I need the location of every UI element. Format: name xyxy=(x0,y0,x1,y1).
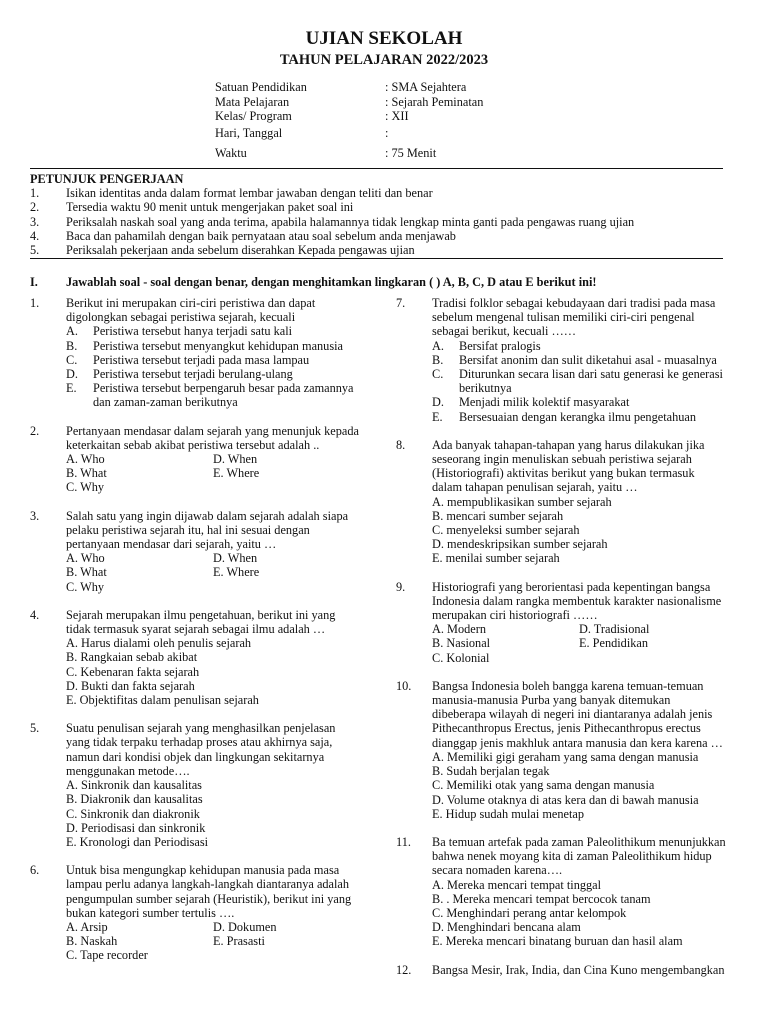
question-text-line: bahwa nenek moyang kita di zaman Paleolithikum hidup xyxy=(432,849,712,864)
question xyxy=(30,608,370,707)
question-body xyxy=(66,296,370,410)
option-letter: D. xyxy=(432,395,444,410)
answer-option[interactable]: A. Memiliki gigi geraham yang sama dengan manusia xyxy=(432,749,699,764)
question xyxy=(396,438,741,566)
answer-option[interactable] xyxy=(432,395,741,409)
answer-option[interactable]: E. Objektifitas dalam penulisan sejarah xyxy=(66,693,259,708)
answer-options-grid xyxy=(66,551,370,594)
answer-option[interactable]: B. What xyxy=(66,466,107,481)
answer-option[interactable] xyxy=(432,339,741,353)
question-text-line: digolongkan sebagai peristiwa sejarah, kecuali xyxy=(66,310,296,325)
exam-title: UJIAN SEKOLAH xyxy=(305,28,463,49)
option-text: Peristiwa tersebut berpengaruh besar pada zamannya dan zaman-zaman berikutnya xyxy=(93,381,354,410)
option-text: Menjadi milik kolektif masyarakat xyxy=(459,395,630,410)
option-text: Peristiwa tersebut terjadi pada masa lampau xyxy=(93,352,310,367)
question-number: 12. xyxy=(396,962,412,977)
answer-option[interactable]: E. Kronologi dan Periodisasi xyxy=(66,834,209,849)
answer-option[interactable]: E. Where xyxy=(213,565,260,580)
answer-option[interactable]: A. Harus dialami oleh penulis sejarah xyxy=(66,636,252,651)
question-number: 11. xyxy=(396,834,411,849)
answer-option[interactable]: D. mendeskripsikan sumber sejarah xyxy=(432,537,608,552)
question-text-line: Pertanyaan mendasar dalam sejarah yang menunjuk kepada xyxy=(66,423,359,438)
answer-option[interactable]: C. Tape recorder xyxy=(66,948,148,963)
answer-option[interactable]: C. Why xyxy=(66,480,105,495)
question-text-line: Sejarah merupakan ilmu pengetahuan, berikut ini yang xyxy=(66,607,336,622)
answer-option[interactable]: A. Arsip xyxy=(66,919,108,934)
question-number: 7. xyxy=(396,296,406,310)
answer-option[interactable]: E. Hidup sudah mulai menetap xyxy=(432,806,584,821)
answer-option[interactable]: E. Mereka mencari binatang buruan dan hasil alam xyxy=(432,934,683,949)
question-number: 2. xyxy=(30,423,40,438)
question-body xyxy=(432,296,741,424)
answer-option[interactable]: C. Memiliki otak yang sama dengan manusia xyxy=(432,778,655,793)
question-text-line: Bangsa Mesir, Irak, India, dan Cina Kuno mengembangkan xyxy=(432,962,725,977)
meta-row: Satuan Pendidikan : SMA Sejahtera xyxy=(215,80,467,94)
answer-option[interactable]: C. Why xyxy=(66,579,105,594)
answer-option[interactable]: C. Kebenaran fakta sejarah xyxy=(66,664,200,679)
instruction-item: 3. Periksalah naskah soal yang anda terima, apabila halamannya tidak lengkap minta ganti pada pengawas ruang ujian xyxy=(30,214,635,229)
question-text-line: bukan kategori sumber tertulis …. xyxy=(66,905,235,920)
option-text: Bersifat anonim dan sulit diketahui asal - muasalnya xyxy=(459,352,717,367)
answer-option[interactable]: E. menilai sumber sejarah xyxy=(432,551,560,566)
question xyxy=(30,296,370,410)
question-text-line: dibeberapa wilayah di negeri ini diantaranya adalah jenis xyxy=(432,707,713,722)
empty-cell xyxy=(213,948,370,962)
empty-cell xyxy=(579,651,741,665)
option-letter: B. xyxy=(66,338,78,353)
question-text-line: Suatu penulisan sejarah yang menghasilkan penjelasan xyxy=(66,721,336,736)
answer-option[interactable]: D. Menghindari bencana alam xyxy=(432,920,581,935)
question-text-line: Untuk bisa mengungkap kehidupan manusia pada masa xyxy=(66,863,340,878)
question xyxy=(30,509,370,594)
answer-option[interactable]: D. Bukti dan fakta sejarah xyxy=(66,678,195,693)
answer-option[interactable]: E. Pendidikan xyxy=(579,636,648,651)
question-text-line: Indonesia dalam rangka membentuk karakter nasionalisme xyxy=(432,593,722,608)
answer-option[interactable]: D. Periodisasi dan sinkronik xyxy=(66,820,206,835)
question-text-line: merupakan ciri historiografi …… xyxy=(432,608,598,623)
answer-option[interactable]: A. Sinkronik dan kausalitas xyxy=(66,778,202,793)
answer-options-grid xyxy=(66,452,370,495)
question-text-line: sebelum mengenal tulisan memiliki ciri-ciri pengenal xyxy=(432,310,695,325)
question-text-line: yang tidak terpaku terhadap proses atau akhirnya saja, xyxy=(66,735,333,750)
meta-row: Mata Pelajaran : Sejarah Peminatan xyxy=(215,94,484,109)
question-body xyxy=(66,863,370,962)
question-body xyxy=(66,608,370,707)
answer-option[interactable]: C. Kolonial xyxy=(432,650,490,665)
question-body xyxy=(432,835,741,949)
question-text-line: pertanyaan mendasar dari sejarah, yaitu … xyxy=(66,537,277,552)
question-body xyxy=(432,963,741,977)
question-text-line: Ba temuan artefak pada zaman Paleolithikum menunjukkan xyxy=(432,834,726,849)
question-text-line: lampau perlu adanya langkah-langkah diantaranya adalah xyxy=(66,877,350,892)
answer-option[interactable]: B. Rangkaian sebab akibat xyxy=(66,650,198,665)
option-text: Bersifat pralogis xyxy=(459,338,541,353)
answer-option[interactable] xyxy=(66,353,370,367)
exam-subtitle: TAHUN PELAJARAN 2022/2023 xyxy=(279,52,489,68)
question-text-line: Historiografi yang berorientasi pada kepentingan bangsa xyxy=(432,579,711,594)
instruction-item: 4. Baca dan pahamilah dengan baik pernyataan atau soal sebelum anda menjawab xyxy=(30,228,456,243)
option-letter: B. xyxy=(432,352,444,367)
answer-option[interactable]: B. Diakronik dan kausalitas xyxy=(66,792,203,807)
question-text-line: secara nomaden karena…. xyxy=(432,863,563,878)
question xyxy=(396,296,741,424)
option-text: Peristiwa tersebut hanya terjadi satu kali xyxy=(93,324,293,339)
question-number: 6. xyxy=(30,863,40,878)
answer-option[interactable]: C. Sinkronik dan diakronik xyxy=(66,806,200,821)
question xyxy=(30,863,370,962)
divider xyxy=(30,168,723,169)
answer-options-grid xyxy=(66,920,370,963)
question-number: 3. xyxy=(30,508,40,523)
answer-option[interactable] xyxy=(432,410,741,424)
answer-option[interactable]: A. mempublikasikan sumber sejarah xyxy=(432,494,612,509)
answer-option[interactable]: A. Modern xyxy=(432,622,486,637)
option-letter: A. xyxy=(432,338,444,353)
instruction-item: 5. Periksalah pekerjaan anda sebelum diserahkan Kepada pengawas ujian xyxy=(30,243,415,258)
answer-option[interactable]: C. Menghindari perang antar kelompok xyxy=(432,905,627,920)
option-letter: C. xyxy=(432,367,444,382)
answer-option[interactable]: D. Dokumen xyxy=(213,919,277,934)
question-number: 10. xyxy=(396,678,412,693)
answer-option[interactable]: B. Sudah berjalan tegak xyxy=(432,764,550,779)
answer-option[interactable]: B. mencari sumber sejarah xyxy=(432,508,564,523)
answer-option[interactable]: A. Who xyxy=(66,452,105,467)
answer-option[interactable]: B. What xyxy=(66,565,107,580)
answer-option[interactable] xyxy=(66,367,370,381)
answer-option[interactable]: E. Where xyxy=(213,466,260,481)
question-text-line: dianggap jenis makhluk antara manusia dan kera karena … xyxy=(432,735,723,750)
answer-option[interactable]: D. Volume otaknya di atas kera dan di bawah manusia xyxy=(432,792,699,807)
question xyxy=(396,835,741,949)
answer-option[interactable]: A. Mereka mencari tempat tinggal xyxy=(432,877,602,892)
question-number: 8. xyxy=(396,437,406,452)
question-text-line: namun dari kondisi objek dan lingkungan sekitarnya xyxy=(66,749,325,764)
question-body xyxy=(432,580,741,665)
question-text-line: Pithecanthropus Erectus, jenis Pithecanthropus erectus xyxy=(432,721,701,736)
answer-option[interactable] xyxy=(432,353,741,367)
instruction-item: 1. Isikan identitas anda dalam format lembar jawaban dengan teliti dan benar xyxy=(30,186,433,201)
question xyxy=(30,721,370,849)
answer-option[interactable] xyxy=(432,367,741,395)
empty-cell xyxy=(213,480,370,494)
meta-row: Hari, Tanggal : xyxy=(215,125,389,140)
question-text-line: menggunakan metode…. xyxy=(66,763,190,778)
option-text: Peristiwa tersebut menyangkut kehidupan manusia xyxy=(93,338,343,353)
question-text-line: tidak termasuk syarat sejarah sebagai ilmu adalah … xyxy=(66,622,326,637)
answer-option[interactable]: E. Prasasti xyxy=(213,934,265,949)
question-body xyxy=(432,679,741,821)
option-text: Bersesuaian dengan kerangka ilmu pengetahuan xyxy=(459,409,696,424)
question-body xyxy=(66,424,370,495)
question-text-line: dalam tahapan penulisan sejarah, yaitu … xyxy=(432,480,638,495)
question xyxy=(396,580,741,665)
question-text-line: Ada banyak tahapan-tahapan yang harus dilakukan jika xyxy=(432,437,705,452)
answer-option[interactable] xyxy=(66,381,370,409)
option-letter: C. xyxy=(66,352,78,367)
section-heading: I. Jawablah soal - soal dengan benar, dengan menghitamkan lingkaran ( ) A, B, C, D atau E berikut ini! xyxy=(30,275,597,289)
meta-row: Kelas/ Program : XII xyxy=(215,109,409,123)
question xyxy=(30,424,370,495)
answer-option[interactable]: A. Who xyxy=(66,551,105,566)
question-text-line: Berikut ini merupakan ciri-ciri peristiwa dan dapat xyxy=(66,296,316,310)
answer-option[interactable] xyxy=(66,324,370,338)
question xyxy=(396,963,741,977)
exam-meta xyxy=(215,80,483,161)
empty-cell xyxy=(213,580,370,594)
answer-option[interactable]: B. Naskah xyxy=(66,934,118,949)
option-text: Diturunkan secara lisan dari satu generasi ke generasi berikutnya xyxy=(459,367,723,396)
option-letter: D. xyxy=(66,367,78,382)
answer-option[interactable]: B. . Mereka mencari tempat bercocok tanam xyxy=(432,891,651,906)
question-text-line: pengumpulan sumber sejarah (Heuristik), berikut ini yang xyxy=(66,891,352,906)
meta-row: Waktu : 75 Menit xyxy=(215,146,437,160)
question-text-line: Salah satu yang ingin dijawab dalam sejarah adalah siapa xyxy=(66,508,349,523)
question-body xyxy=(432,438,741,566)
question-number: 5. xyxy=(30,721,40,736)
answer-options-grid xyxy=(432,622,741,665)
question-number: 1. xyxy=(30,296,40,310)
option-text: Peristiwa tersebut terjadi berulang-ulang xyxy=(93,367,293,382)
question-text-line: keterkaitan sebab akibat peristiwa tersebut adalah .. xyxy=(66,437,320,452)
option-letter: E. xyxy=(432,409,443,424)
divider xyxy=(30,258,723,259)
instructions xyxy=(30,172,730,257)
answer-option[interactable] xyxy=(66,339,370,353)
question-number: 4. xyxy=(30,607,40,622)
question-body xyxy=(66,721,370,849)
instruction-item: 2. Tersedia waktu 90 menit untuk mengerjakan paket soal ini xyxy=(30,200,354,215)
question-body xyxy=(66,509,370,594)
answer-option[interactable]: D. Tradisional xyxy=(579,622,650,637)
questions-left-column xyxy=(30,296,370,977)
question-text-line: Bangsa Indonesia boleh bangga karena temuan-temuan xyxy=(432,678,704,693)
question-text-line: (Historiografi) aktivitas berikut yang bukan termasuk xyxy=(432,466,695,481)
question-text-line: manusia-manusia Purba yang banyak ditemukan xyxy=(432,693,671,708)
answer-option[interactable]: B. Nasional xyxy=(432,636,491,651)
question-number: 9. xyxy=(396,579,406,594)
question-text-line: Tradisi folklor sebagai kebudayaan dari tradisi pada masa xyxy=(432,296,716,310)
instructions-heading: PETUNJUK PENGERJAAN xyxy=(30,172,184,186)
question-text-line: pelaku peristiwa sejarah itu, hal ini sesuai dengan xyxy=(66,522,310,537)
question-text-line: seseorang ingin menuliskan sebuah peristiwa sejarah xyxy=(432,452,692,467)
option-letter: A. xyxy=(66,324,78,339)
answer-option[interactable]: D. When xyxy=(213,551,258,566)
answer-option[interactable]: D. When xyxy=(213,452,258,467)
question-text-line: sebagai berikut, kecuali …… xyxy=(432,324,577,339)
answer-option[interactable]: C. menyeleksi sumber sejarah xyxy=(432,523,580,538)
option-letter: E. xyxy=(66,381,77,396)
questions-right-column xyxy=(396,296,741,991)
question xyxy=(396,679,741,821)
